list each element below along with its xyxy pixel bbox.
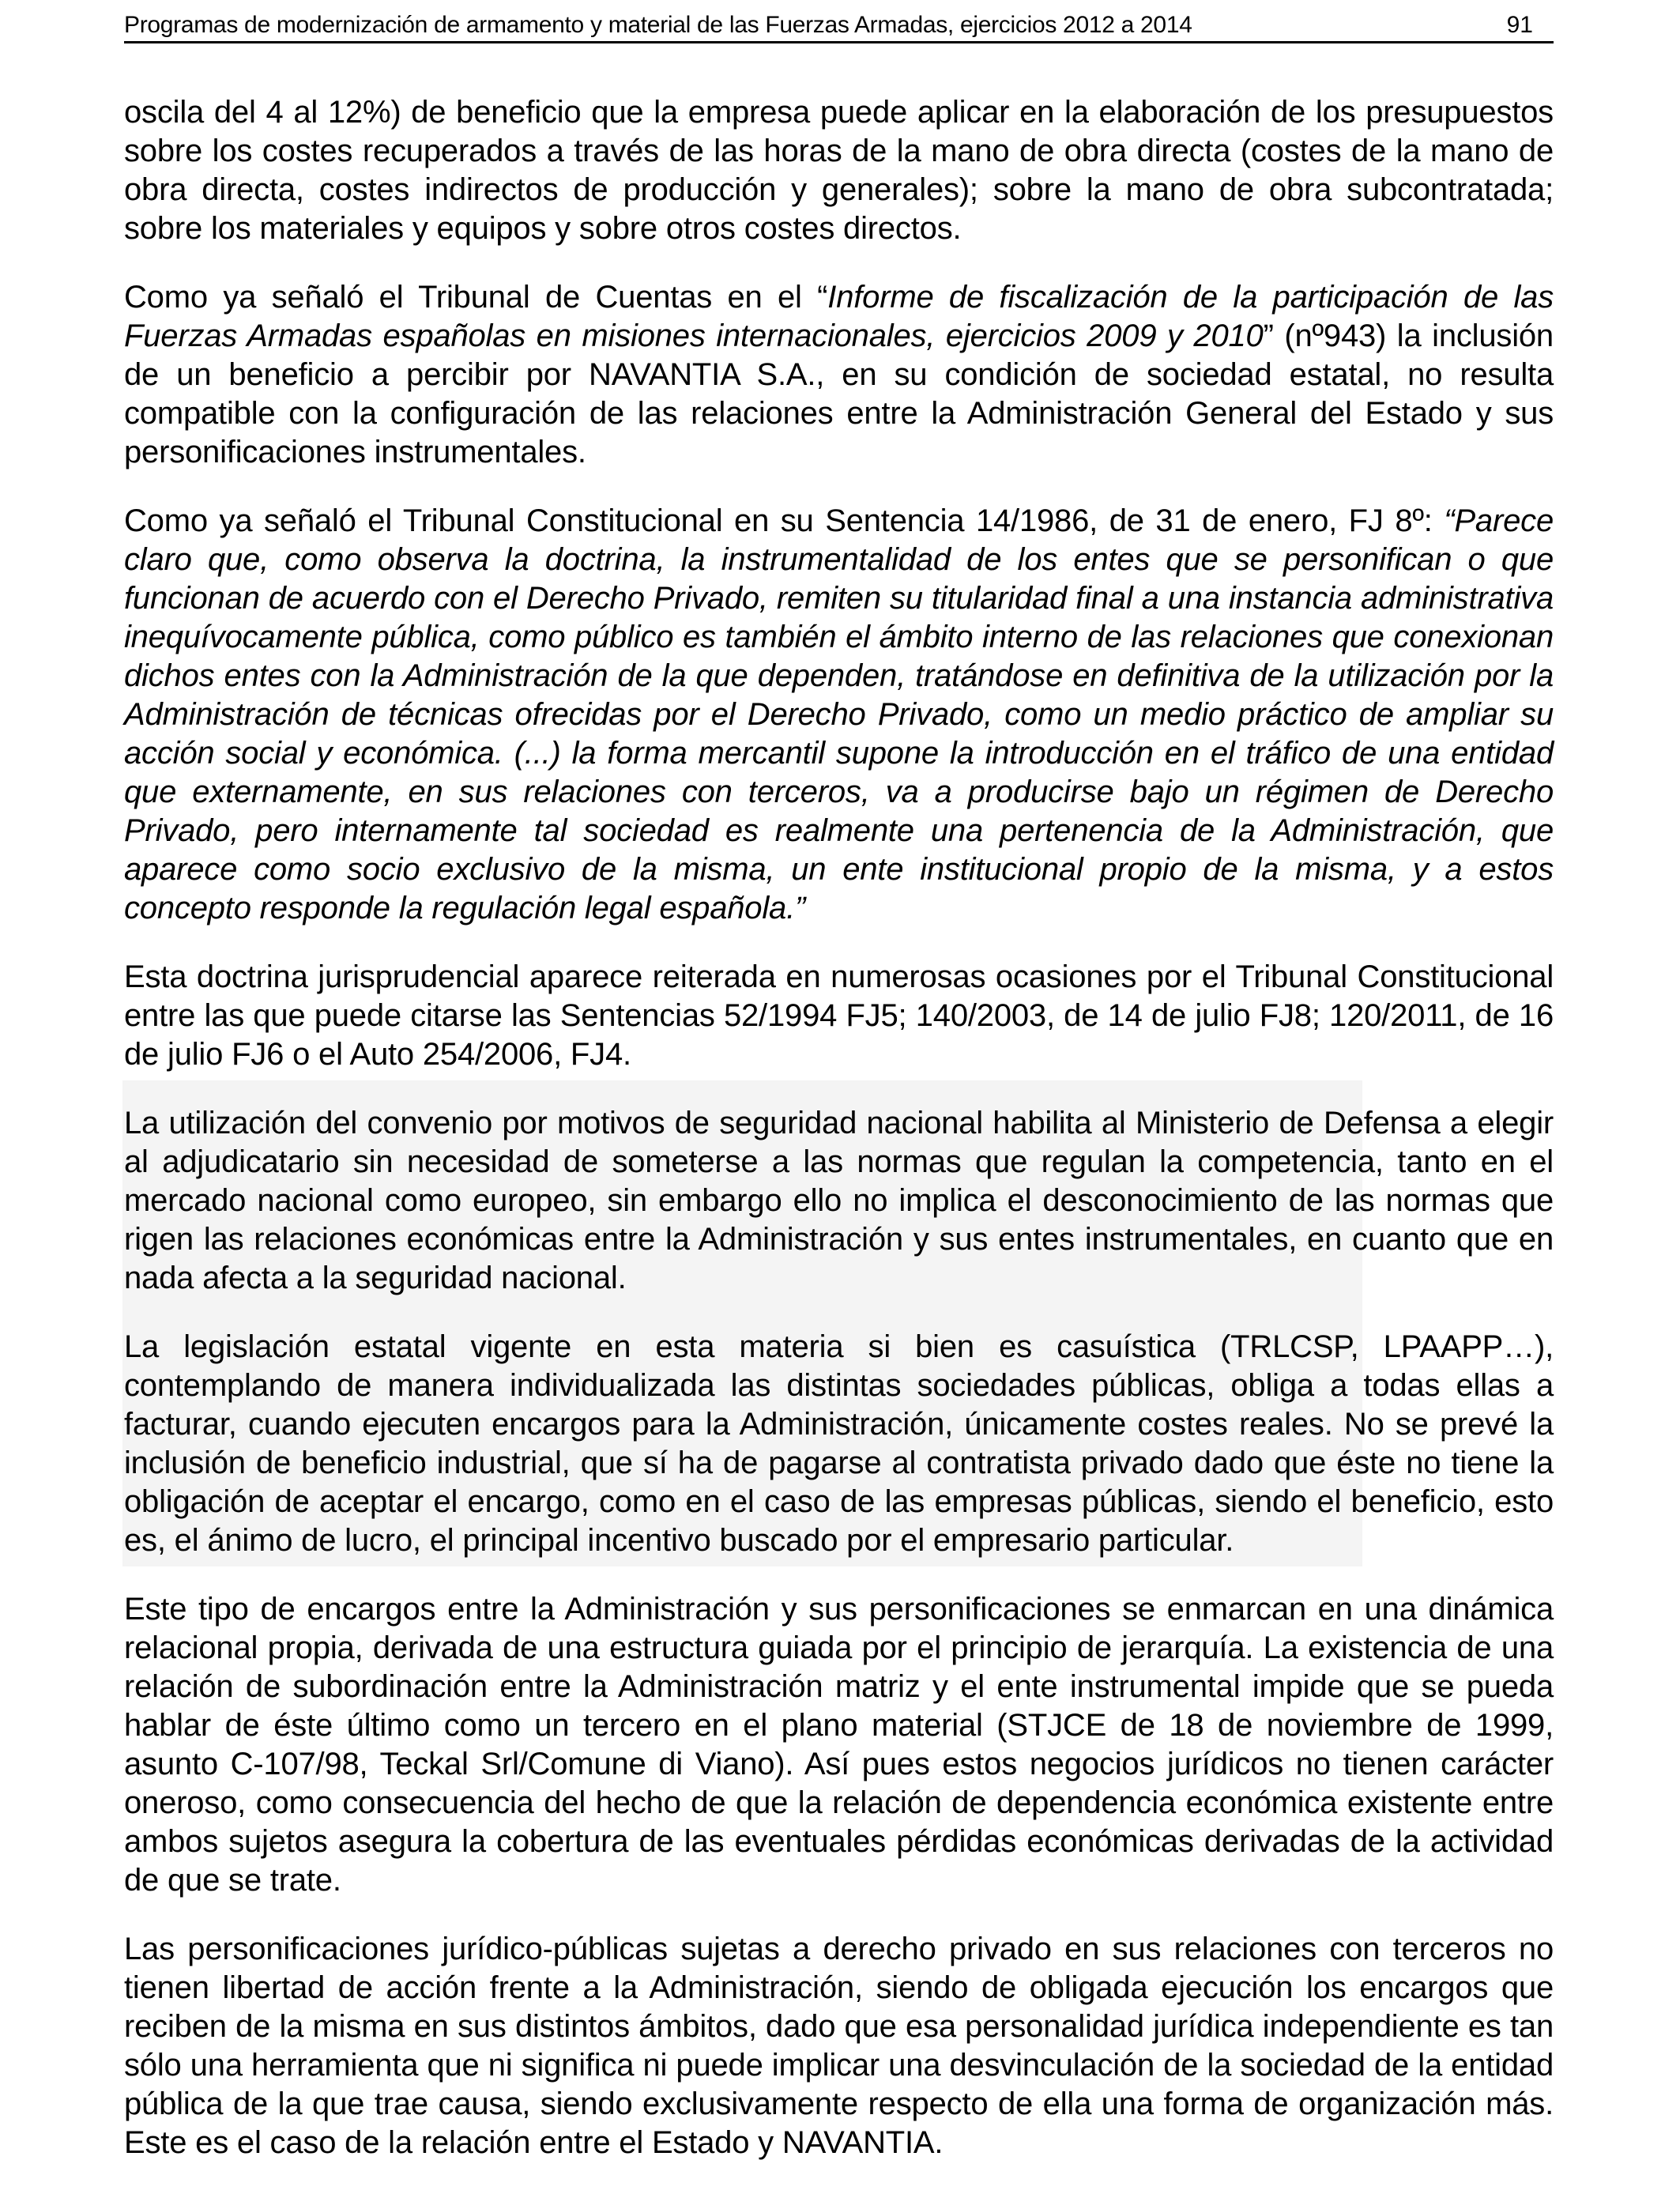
text-run: Este tipo de encargos entre la Administración y sus personificaciones se enmarcan en una dinámica relacional propia, derivada de una estructura guiada por el principio de jerarquía. La existencia de una relación de subordinación entre la Administración matriz y el ente instrumental impide que se pueda hablar de éste último como un tercero en el plano material (STJCE de 18 de noviembre de 1999, asunto C-107/98, Teckal Srl/Comune di Viano). Así pues estos negocios jurídicos no tienen carácter oneroso, como consecuencia del hecho de que la relación de dependencia económica existente entre ambos sujetos asegura la cobertura de las eventuales pérdidas económicas derivadas de la actividad de que se trate. [124,1592,1554,1898]
text-run: La legislación estatal vigente en esta materia si bien es casuística (TRLCSP, LPAAPP…), contemplando de manera individualizada las distintas sociedades públicas, obliga a todas ellas a facturar, cuando ejecuten encargos para la Administración, únicamente costes reales. No se prevé la inclusión de beneficio industrial, que sí ha de pagarse al contratista privado dado que éste no tiene la obligación de aceptar el encargo, como en el caso de las empresas públicas, siendo el beneficio, esto es, el ánimo de lucro, el principal incentivo buscado por el empresario particular. [124,1329,1554,1558]
text-run: oscila del 4 al 12%) de beneficio que la empresa puede aplicar en la elaboración de los presupuestos sobre los costes recuperados a través de las horas de la mano de obra directa (costes de la mano de obra directa, costes indirectos de producción y generales); sobre la mano de obra subcontratada; sobre los materiales y equipos y sobre otros costes directos. [124,95,1554,246]
text-run: Como ya señaló el Tribunal de Cuentas en el “ [124,280,828,315]
text-run: ” (nº943) la inclusión de un beneficio a percibir por NAVANTIA S.A., en su condición de sociedad estatal, no resulta compatible con la configuración de las relaciones entre la Administración General del Estado y sus personificaciones instrumentales. [124,319,1554,469]
document-body [124,93,1554,2162]
text-run: La utilización del convenio por motivos de seguridad nacional habilita al Ministerio de Defensa a elegir al adjudicatario sin necesidad de someterse a las normas que regulan la competencia, tanto en el mercado nacional como europeo, sin embargo ello no implica el desconocimiento de las normas que rigen las relaciones económicas entre la Administración y sus entes instrumentales, en cuanto que en nada afecta a la seguridad nacional. [124,1106,1554,1295]
highlighted-region [124,1104,1554,1560]
paragraph-doctrina-jurisprudencial [124,958,1554,1074]
text-run: Esta doctrina jurisprudencial aparece reiterada en numerosas ocasiones por el Tribunal Constitucional entre las que puede citarse las Sentencias 52/1994 FJ5; 140/2003, de 14 de julio FJ8; 120/2011, de 16 de julio FJ6 o el Auto 254/2006, FJ4. [124,959,1554,1072]
paragraph-tribunal-constitucional-cita [124,502,1554,928]
paragraph-personificaciones-navantia [124,1930,1554,2162]
paragraph-tribunal-de-cuentas [124,278,1554,472]
paragraph-encargos-jerarquia [124,1590,1554,1900]
italic-text-run: Informe de fiscalización de la participación de las Fuerzas Armadas españolas en misiones internacionales, ejercicios 2009 y 2010 [124,280,1554,353]
paragraph-oscila-beneficio [124,93,1554,248]
page-header [124,11,1554,40]
header-rule [124,41,1554,43]
text-run: Como ya señaló el Tribunal Constitucional en su Sentencia 14/1986, de 31 de enero, FJ 8º: [124,503,1445,538]
text-run: Las personificaciones jurídico-públicas sujetas a derecho privado en sus relaciones con terceros no tienen libertad de acción frente a la Administración, siendo de obligada ejecución los encargos que reciben de la misma en sus distintos ámbitos, dado que esa personalidad jurídica independiente es tan sólo una herramienta que ni significa ni puede implicar una desvinculación de la sociedad de la entidad pública de la que trae causa, siendo exclusivamente respecto de ella una forma de organización más. Este es el caso de la relación entre el Estado y NAVANTIA. [124,1932,1554,2160]
page-number: 91 [1506,12,1533,38]
running-header-title: Programas de modernización de armamento y material de las Fuerzas Armadas, ejercicios 2012 a 2014 [124,12,1192,38]
paragraph-utilizacion-convenio [124,1104,1554,1298]
paragraph-legislacion-estatal [124,1328,1554,1560]
italic-text-run: “Parece claro que, como observa la doctrina, la instrumentalidad de los entes que se personifican o que funcionan de acuerdo con el Derecho Privado, remiten su titularidad final a una instancia administrativa inequívocamente pública, como público es también el ámbito interno de las relaciones que conexionan dichos entes con la Administración de la que dependen, tratándose en definitiva de la utilización por la Administración de técnicas ofrecidas por el Derecho Privado, como un medio práctico de ampliar su acción social y económica. (...) la forma mercantil supone la introducción en el tráfico de una entidad que externamente, en sus relaciones con terceros, va a producirse bajo un régimen de Derecho Privado, pero internamente tal sociedad es realmente una pertenencia de la Administración, que aparece como socio exclusivo de la misma, un ente institucional propio de la misma, y a estos concepto responde la regulación legal española.” [124,503,1554,925]
